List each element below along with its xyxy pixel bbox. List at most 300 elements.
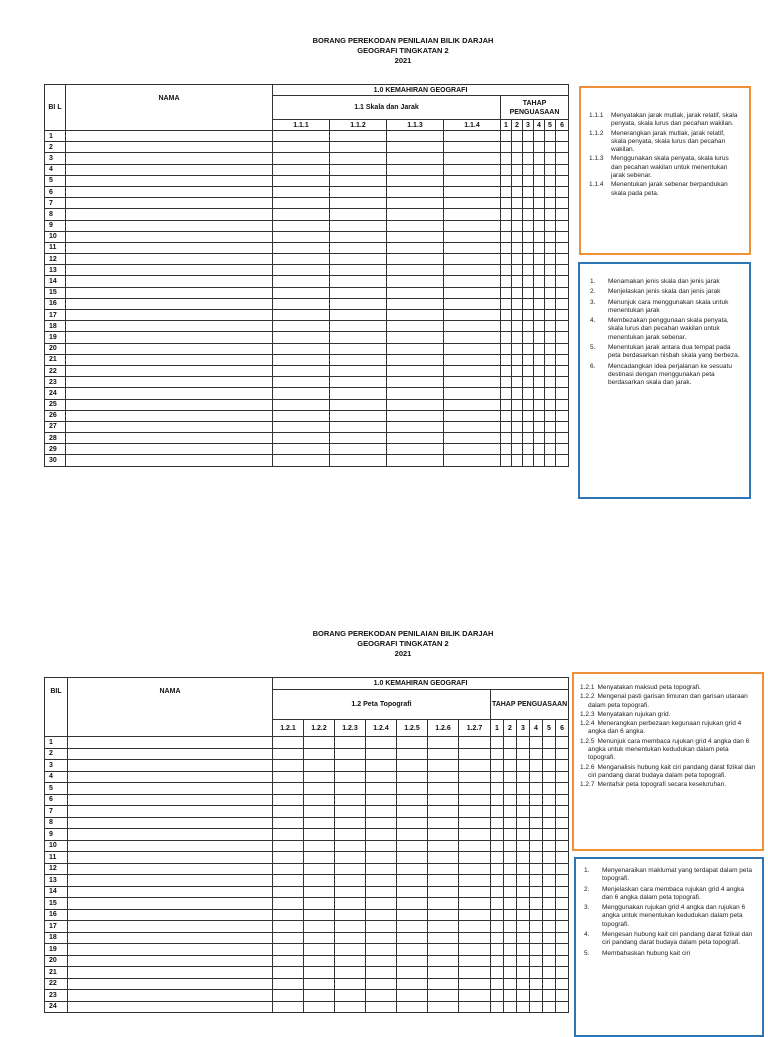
level-cell[interactable]	[534, 321, 545, 332]
score-cell[interactable]	[387, 186, 444, 197]
level-cell[interactable]	[504, 886, 517, 898]
score-cell[interactable]	[428, 898, 459, 910]
score-cell[interactable]	[335, 794, 366, 806]
level-cell[interactable]	[556, 978, 569, 990]
score-cell[interactable]	[366, 921, 397, 933]
name-cell[interactable]	[68, 932, 273, 944]
level-cell[interactable]	[556, 794, 569, 806]
name-cell[interactable]	[66, 399, 273, 410]
score-cell[interactable]	[387, 310, 444, 321]
level-cell[interactable]	[556, 186, 569, 197]
level-cell[interactable]	[501, 365, 512, 376]
score-cell[interactable]	[428, 978, 459, 990]
score-cell[interactable]	[387, 399, 444, 410]
score-cell[interactable]	[459, 806, 491, 818]
score-cell[interactable]	[444, 153, 501, 164]
level-cell[interactable]	[491, 909, 504, 921]
score-cell[interactable]	[444, 276, 501, 287]
score-cell[interactable]	[387, 254, 444, 265]
score-cell[interactable]	[444, 444, 501, 455]
level-cell[interactable]	[512, 276, 523, 287]
level-cell[interactable]	[512, 186, 523, 197]
level-cell[interactable]	[545, 175, 556, 186]
score-cell[interactable]	[459, 978, 491, 990]
level-cell[interactable]	[534, 399, 545, 410]
level-cell[interactable]	[530, 806, 543, 818]
level-cell[interactable]	[545, 321, 556, 332]
score-cell[interactable]	[459, 771, 491, 783]
level-cell[interactable]	[556, 955, 569, 967]
level-cell[interactable]	[517, 829, 530, 841]
score-cell[interactable]	[387, 242, 444, 253]
score-cell[interactable]	[387, 377, 444, 388]
score-cell[interactable]	[330, 321, 387, 332]
level-cell[interactable]	[556, 343, 569, 354]
score-cell[interactable]	[444, 254, 501, 265]
score-cell[interactable]	[397, 852, 428, 864]
score-cell[interactable]	[330, 265, 387, 276]
score-cell[interactable]	[366, 886, 397, 898]
score-cell[interactable]	[366, 771, 397, 783]
score-cell[interactable]	[330, 433, 387, 444]
score-cell[interactable]	[273, 153, 330, 164]
level-cell[interactable]	[545, 298, 556, 309]
level-cell[interactable]	[491, 944, 504, 956]
level-cell[interactable]	[543, 875, 556, 887]
name-cell[interactable]	[68, 1001, 273, 1013]
score-cell[interactable]	[273, 909, 304, 921]
score-cell[interactable]	[335, 863, 366, 875]
level-cell[interactable]	[517, 806, 530, 818]
level-cell[interactable]	[512, 298, 523, 309]
score-cell[interactable]	[273, 1001, 304, 1013]
level-cell[interactable]	[556, 1001, 569, 1013]
level-cell[interactable]	[543, 967, 556, 979]
level-cell[interactable]	[517, 978, 530, 990]
score-cell[interactable]	[397, 737, 428, 749]
name-cell[interactable]	[68, 737, 273, 749]
score-cell[interactable]	[273, 175, 330, 186]
score-cell[interactable]	[273, 332, 330, 343]
level-cell[interactable]	[523, 444, 534, 455]
score-cell[interactable]	[428, 944, 459, 956]
name-cell[interactable]	[66, 142, 273, 153]
score-cell[interactable]	[335, 760, 366, 772]
score-cell[interactable]	[397, 944, 428, 956]
name-cell[interactable]	[66, 276, 273, 287]
level-cell[interactable]	[530, 737, 543, 749]
level-cell[interactable]	[545, 220, 556, 231]
score-cell[interactable]	[459, 852, 491, 864]
level-cell[interactable]	[534, 164, 545, 175]
name-cell[interactable]	[66, 377, 273, 388]
score-cell[interactable]	[366, 990, 397, 1002]
score-cell[interactable]	[304, 1001, 335, 1013]
name-cell[interactable]	[66, 220, 273, 231]
level-cell[interactable]	[556, 444, 569, 455]
score-cell[interactable]	[366, 840, 397, 852]
name-cell[interactable]	[68, 978, 273, 990]
level-cell[interactable]	[545, 433, 556, 444]
level-cell[interactable]	[556, 771, 569, 783]
score-cell[interactable]	[387, 298, 444, 309]
level-cell[interactable]	[534, 298, 545, 309]
level-cell[interactable]	[530, 955, 543, 967]
level-cell[interactable]	[501, 332, 512, 343]
name-cell[interactable]	[66, 343, 273, 354]
level-cell[interactable]	[504, 1001, 517, 1013]
level-cell[interactable]	[517, 967, 530, 979]
score-cell[interactable]	[273, 186, 330, 197]
name-cell[interactable]	[68, 771, 273, 783]
score-cell[interactable]	[273, 209, 330, 220]
level-cell[interactable]	[504, 898, 517, 910]
level-cell[interactable]	[556, 298, 569, 309]
level-cell[interactable]	[545, 198, 556, 209]
score-cell[interactable]	[330, 410, 387, 421]
level-cell[interactable]	[501, 433, 512, 444]
level-cell[interactable]	[512, 209, 523, 220]
level-cell[interactable]	[512, 332, 523, 343]
level-cell[interactable]	[501, 421, 512, 432]
level-cell[interactable]	[534, 287, 545, 298]
level-cell[interactable]	[501, 242, 512, 253]
score-cell[interactable]	[330, 332, 387, 343]
score-cell[interactable]	[273, 886, 304, 898]
score-cell[interactable]	[444, 198, 501, 209]
level-cell[interactable]	[556, 909, 569, 921]
score-cell[interactable]	[387, 131, 444, 142]
score-cell[interactable]	[387, 164, 444, 175]
score-cell[interactable]	[273, 388, 330, 399]
level-cell[interactable]	[545, 276, 556, 287]
level-cell[interactable]	[491, 806, 504, 818]
level-cell[interactable]	[512, 164, 523, 175]
score-cell[interactable]	[304, 737, 335, 749]
level-cell[interactable]	[491, 932, 504, 944]
level-cell[interactable]	[530, 863, 543, 875]
level-cell[interactable]	[512, 321, 523, 332]
level-cell[interactable]	[556, 175, 569, 186]
level-cell[interactable]	[545, 310, 556, 321]
level-cell[interactable]	[556, 242, 569, 253]
score-cell[interactable]	[335, 932, 366, 944]
level-cell[interactable]	[543, 1001, 556, 1013]
score-cell[interactable]	[273, 242, 330, 253]
score-cell[interactable]	[387, 444, 444, 455]
level-cell[interactable]	[523, 421, 534, 432]
score-cell[interactable]	[273, 806, 304, 818]
score-cell[interactable]	[444, 377, 501, 388]
score-cell[interactable]	[273, 829, 304, 841]
score-cell[interactable]	[444, 164, 501, 175]
level-cell[interactable]	[504, 829, 517, 841]
level-cell[interactable]	[517, 898, 530, 910]
level-cell[interactable]	[491, 840, 504, 852]
level-cell[interactable]	[530, 921, 543, 933]
level-cell[interactable]	[491, 748, 504, 760]
level-cell[interactable]	[556, 737, 569, 749]
level-cell[interactable]	[543, 944, 556, 956]
level-cell[interactable]	[556, 932, 569, 944]
score-cell[interactable]	[428, 840, 459, 852]
level-cell[interactable]	[556, 321, 569, 332]
level-cell[interactable]	[501, 321, 512, 332]
level-cell[interactable]	[530, 783, 543, 795]
level-cell[interactable]	[543, 886, 556, 898]
score-cell[interactable]	[330, 287, 387, 298]
score-cell[interactable]	[304, 771, 335, 783]
level-cell[interactable]	[556, 783, 569, 795]
score-cell[interactable]	[444, 298, 501, 309]
score-cell[interactable]	[428, 990, 459, 1002]
level-cell[interactable]	[530, 840, 543, 852]
name-cell[interactable]	[68, 863, 273, 875]
score-cell[interactable]	[273, 852, 304, 864]
level-cell[interactable]	[545, 365, 556, 376]
level-cell[interactable]	[534, 332, 545, 343]
level-cell[interactable]	[504, 748, 517, 760]
level-cell[interactable]	[556, 354, 569, 365]
score-cell[interactable]	[428, 783, 459, 795]
score-cell[interactable]	[304, 978, 335, 990]
score-cell[interactable]	[335, 990, 366, 1002]
level-cell[interactable]	[491, 921, 504, 933]
level-cell[interactable]	[512, 388, 523, 399]
score-cell[interactable]	[304, 886, 335, 898]
level-cell[interactable]	[512, 153, 523, 164]
score-cell[interactable]	[330, 254, 387, 265]
level-cell[interactable]	[523, 388, 534, 399]
name-cell[interactable]	[66, 433, 273, 444]
level-cell[interactable]	[523, 310, 534, 321]
score-cell[interactable]	[273, 863, 304, 875]
level-cell[interactable]	[556, 142, 569, 153]
score-cell[interactable]	[304, 852, 335, 864]
score-cell[interactable]	[330, 231, 387, 242]
score-cell[interactable]	[273, 955, 304, 967]
level-cell[interactable]	[556, 829, 569, 841]
level-cell[interactable]	[534, 131, 545, 142]
score-cell[interactable]	[397, 990, 428, 1002]
level-cell[interactable]	[512, 354, 523, 365]
score-cell[interactable]	[330, 186, 387, 197]
name-cell[interactable]	[68, 944, 273, 956]
level-cell[interactable]	[530, 909, 543, 921]
level-cell[interactable]	[523, 265, 534, 276]
score-cell[interactable]	[366, 863, 397, 875]
level-cell[interactable]	[501, 131, 512, 142]
level-cell[interactable]	[545, 209, 556, 220]
level-cell[interactable]	[534, 153, 545, 164]
score-cell[interactable]	[273, 875, 304, 887]
level-cell[interactable]	[523, 365, 534, 376]
level-cell[interactable]	[501, 377, 512, 388]
score-cell[interactable]	[366, 875, 397, 887]
score-cell[interactable]	[397, 909, 428, 921]
level-cell[interactable]	[523, 455, 534, 466]
score-cell[interactable]	[444, 142, 501, 153]
score-cell[interactable]	[387, 388, 444, 399]
level-cell[interactable]	[491, 1001, 504, 1013]
score-cell[interactable]	[444, 332, 501, 343]
score-cell[interactable]	[459, 932, 491, 944]
level-cell[interactable]	[545, 265, 556, 276]
level-cell[interactable]	[543, 978, 556, 990]
level-cell[interactable]	[534, 343, 545, 354]
score-cell[interactable]	[273, 817, 304, 829]
score-cell[interactable]	[273, 231, 330, 242]
score-cell[interactable]	[444, 365, 501, 376]
level-cell[interactable]	[517, 748, 530, 760]
score-cell[interactable]	[273, 771, 304, 783]
level-cell[interactable]	[556, 399, 569, 410]
score-cell[interactable]	[335, 817, 366, 829]
level-cell[interactable]	[501, 209, 512, 220]
score-cell[interactable]	[428, 748, 459, 760]
level-cell[interactable]	[491, 817, 504, 829]
level-cell[interactable]	[501, 343, 512, 354]
level-cell[interactable]	[504, 955, 517, 967]
level-cell[interactable]	[556, 276, 569, 287]
score-cell[interactable]	[273, 898, 304, 910]
name-cell[interactable]	[66, 332, 273, 343]
score-cell[interactable]	[428, 771, 459, 783]
score-cell[interactable]	[304, 863, 335, 875]
level-cell[interactable]	[534, 433, 545, 444]
level-cell[interactable]	[556, 421, 569, 432]
score-cell[interactable]	[428, 932, 459, 944]
score-cell[interactable]	[366, 967, 397, 979]
level-cell[interactable]	[517, 783, 530, 795]
name-cell[interactable]	[66, 287, 273, 298]
level-cell[interactable]	[501, 231, 512, 242]
level-cell[interactable]	[545, 410, 556, 421]
level-cell[interactable]	[556, 898, 569, 910]
level-cell[interactable]	[504, 794, 517, 806]
score-cell[interactable]	[273, 840, 304, 852]
level-cell[interactable]	[543, 748, 556, 760]
score-cell[interactable]	[330, 343, 387, 354]
score-cell[interactable]	[273, 748, 304, 760]
level-cell[interactable]	[501, 164, 512, 175]
score-cell[interactable]	[366, 909, 397, 921]
name-cell[interactable]	[68, 886, 273, 898]
score-cell[interactable]	[304, 794, 335, 806]
score-cell[interactable]	[387, 265, 444, 276]
score-cell[interactable]	[459, 898, 491, 910]
score-cell[interactable]	[335, 783, 366, 795]
level-cell[interactable]	[545, 254, 556, 265]
level-cell[interactable]	[545, 164, 556, 175]
level-cell[interactable]	[517, 771, 530, 783]
score-cell[interactable]	[444, 343, 501, 354]
score-cell[interactable]	[330, 164, 387, 175]
level-cell[interactable]	[517, 1001, 530, 1013]
score-cell[interactable]	[459, 783, 491, 795]
level-cell[interactable]	[556, 944, 569, 956]
score-cell[interactable]	[428, 817, 459, 829]
score-cell[interactable]	[330, 242, 387, 253]
level-cell[interactable]	[523, 153, 534, 164]
level-cell[interactable]	[504, 944, 517, 956]
score-cell[interactable]	[273, 760, 304, 772]
score-cell[interactable]	[366, 944, 397, 956]
score-cell[interactable]	[335, 771, 366, 783]
level-cell[interactable]	[556, 377, 569, 388]
score-cell[interactable]	[335, 967, 366, 979]
level-cell[interactable]	[543, 806, 556, 818]
score-cell[interactable]	[273, 921, 304, 933]
score-cell[interactable]	[330, 310, 387, 321]
score-cell[interactable]	[273, 377, 330, 388]
score-cell[interactable]	[428, 1001, 459, 1013]
level-cell[interactable]	[491, 783, 504, 795]
score-cell[interactable]	[397, 829, 428, 841]
score-cell[interactable]	[273, 164, 330, 175]
level-cell[interactable]	[504, 921, 517, 933]
level-cell[interactable]	[545, 388, 556, 399]
level-cell[interactable]	[517, 944, 530, 956]
score-cell[interactable]	[273, 944, 304, 956]
level-cell[interactable]	[517, 863, 530, 875]
level-cell[interactable]	[545, 142, 556, 153]
score-cell[interactable]	[387, 198, 444, 209]
score-cell[interactable]	[273, 410, 330, 421]
level-cell[interactable]	[556, 852, 569, 864]
score-cell[interactable]	[335, 840, 366, 852]
score-cell[interactable]	[273, 287, 330, 298]
level-cell[interactable]	[517, 875, 530, 887]
score-cell[interactable]	[330, 444, 387, 455]
level-cell[interactable]	[491, 863, 504, 875]
score-cell[interactable]	[397, 875, 428, 887]
score-cell[interactable]	[397, 955, 428, 967]
score-cell[interactable]	[335, 921, 366, 933]
score-cell[interactable]	[444, 220, 501, 231]
level-cell[interactable]	[512, 377, 523, 388]
level-cell[interactable]	[523, 209, 534, 220]
score-cell[interactable]	[428, 955, 459, 967]
level-cell[interactable]	[517, 737, 530, 749]
level-cell[interactable]	[491, 771, 504, 783]
score-cell[interactable]	[366, 978, 397, 990]
level-cell[interactable]	[543, 794, 556, 806]
name-cell[interactable]	[66, 388, 273, 399]
level-cell[interactable]	[556, 863, 569, 875]
level-cell[interactable]	[491, 794, 504, 806]
score-cell[interactable]	[387, 276, 444, 287]
score-cell[interactable]	[273, 978, 304, 990]
level-cell[interactable]	[517, 886, 530, 898]
level-cell[interactable]	[530, 760, 543, 772]
score-cell[interactable]	[397, 921, 428, 933]
name-cell[interactable]	[66, 131, 273, 142]
level-cell[interactable]	[523, 254, 534, 265]
score-cell[interactable]	[366, 794, 397, 806]
name-cell[interactable]	[68, 829, 273, 841]
level-cell[interactable]	[556, 760, 569, 772]
name-cell[interactable]	[68, 806, 273, 818]
level-cell[interactable]	[523, 410, 534, 421]
level-cell[interactable]	[534, 231, 545, 242]
level-cell[interactable]	[530, 875, 543, 887]
level-cell[interactable]	[491, 955, 504, 967]
score-cell[interactable]	[444, 433, 501, 444]
level-cell[interactable]	[543, 863, 556, 875]
level-cell[interactable]	[491, 886, 504, 898]
level-cell[interactable]	[523, 354, 534, 365]
